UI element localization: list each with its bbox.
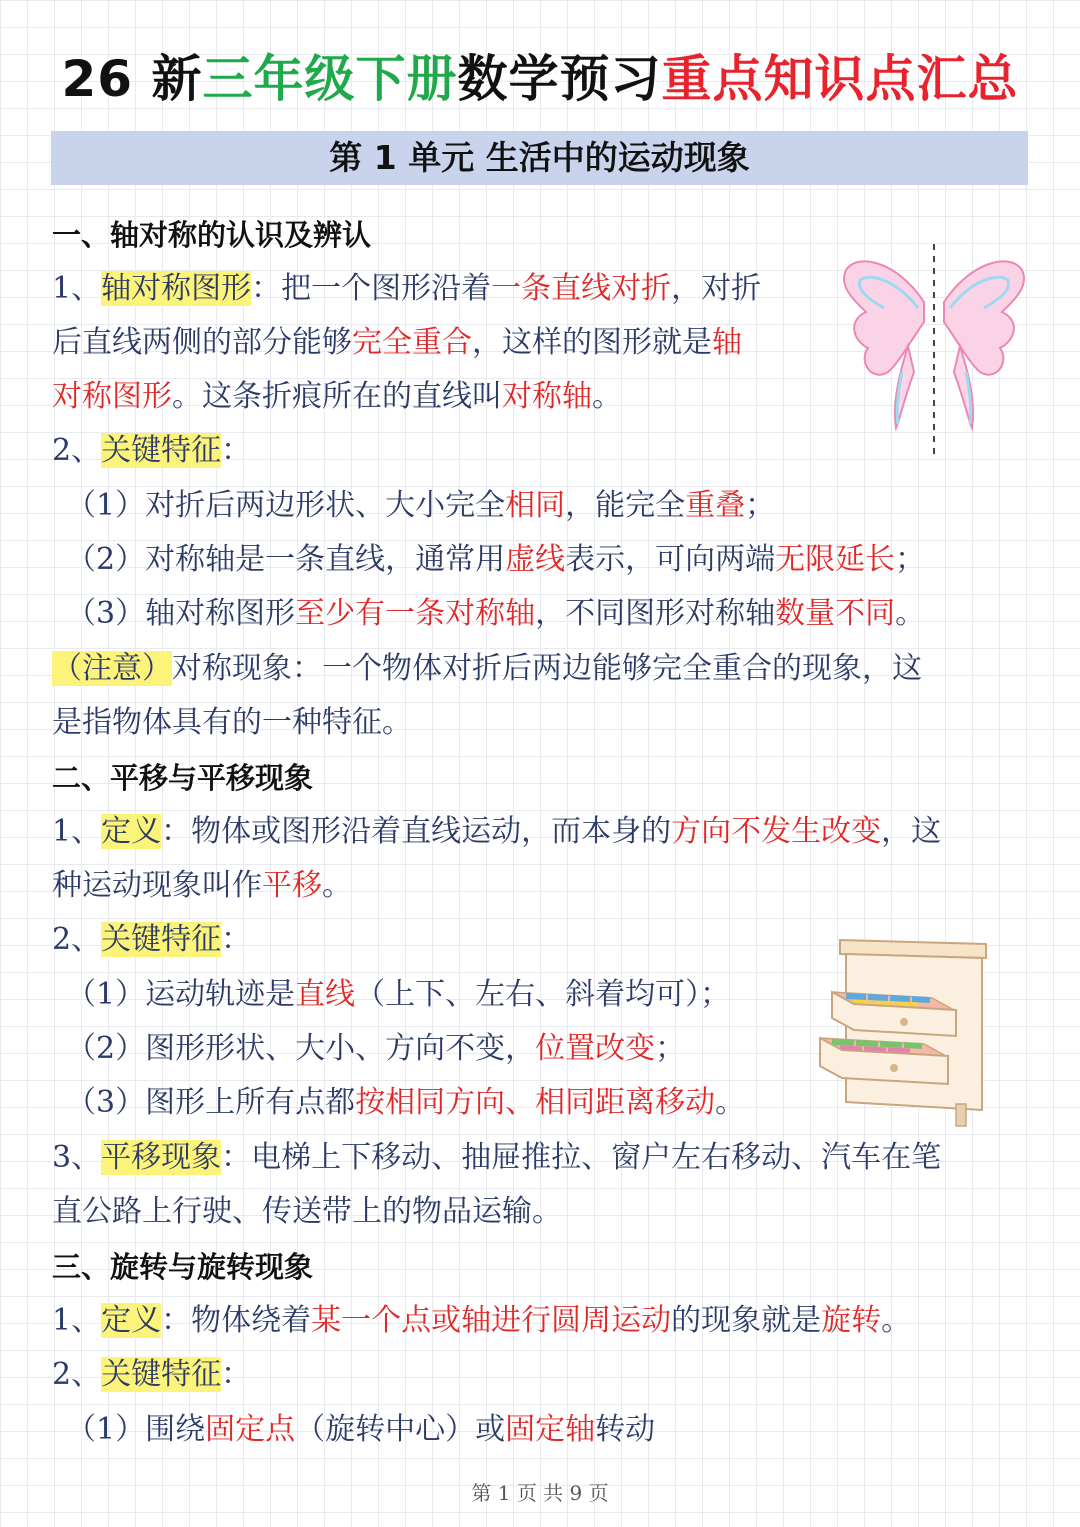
emphasis: 相同	[505, 488, 566, 523]
page-title	[0, 46, 1080, 112]
item-number: 1、	[52, 271, 102, 306]
text: 。	[715, 1085, 746, 1120]
text: （1）围绕	[66, 1412, 206, 1447]
s1-item-1-cont2	[52, 377, 622, 417]
item-number: 2、	[52, 433, 102, 468]
title-number: 26 新	[61, 50, 203, 108]
item-number: 1、	[52, 814, 102, 849]
item-number: 1、	[52, 1303, 102, 1338]
text: ：物体绕着	[161, 1303, 312, 1338]
key-term: 轴对称图形	[101, 271, 252, 306]
s3-feature-1	[66, 1410, 655, 1450]
emphasis: 对称图形	[52, 379, 172, 414]
emphasis: 完全重合	[352, 325, 472, 360]
item-number: 2、	[52, 1357, 102, 1392]
section-2-heading: 二、平移与平移现象	[52, 761, 314, 795]
text: 后直线两侧的部分能够	[52, 325, 352, 360]
emphasis: 直线	[295, 977, 356, 1012]
s2-item-2	[52, 920, 251, 960]
s1-item-2	[52, 431, 251, 471]
emphasis: 虚线	[505, 542, 566, 577]
s2-feature-3	[66, 1083, 745, 1123]
text: ，对折	[671, 271, 762, 306]
text: 。	[322, 868, 352, 903]
text: ：	[221, 922, 252, 957]
s1-feature-3	[66, 594, 925, 634]
emphasis: 无限延长	[775, 542, 896, 577]
text: ，这	[881, 814, 942, 849]
text: ：电梯上下移动、抽屉推拉、窗户左右移动、汽车在笔	[221, 1140, 942, 1175]
s1-note-cont: 是指物体具有的一种特征。	[52, 705, 412, 740]
key-term: 定义	[101, 814, 162, 849]
s3-item-2	[52, 1355, 251, 1395]
page-footer: 第 1 页 共 9 页	[471, 1481, 609, 1505]
s3-item-1	[52, 1301, 911, 1341]
key-term: 关键特征	[101, 1357, 222, 1392]
emphasis: 一条直线对折	[491, 271, 672, 306]
text: 转动	[595, 1412, 656, 1447]
text: ：物体或图形沿着直线运动，而本身的	[161, 814, 672, 849]
text: ：	[221, 433, 252, 468]
key-term: 平移现象	[101, 1140, 222, 1175]
text: （3）图形上所有点都	[66, 1085, 356, 1120]
title-summary: 重点知识点汇总	[661, 50, 1019, 108]
s1-item-1-cont	[52, 323, 742, 363]
title-subject: 数学预习	[457, 50, 662, 108]
s2-item-1	[52, 812, 941, 852]
emphasis: 固定点	[205, 1412, 296, 1447]
text: （3）轴对称图形	[66, 596, 296, 631]
key-term: 定义	[101, 1303, 162, 1338]
text: 种运动现象叫作	[52, 868, 262, 903]
text: ：把一个图形沿着	[251, 271, 492, 306]
section-3-heading: 三、旋转与旋转现象	[52, 1250, 314, 1284]
drawer-cabinet-illustration	[806, 934, 990, 1130]
emphasis: 方向不发生改变	[671, 814, 882, 849]
text: 。	[895, 596, 926, 631]
key-term: 关键特征	[101, 922, 222, 957]
right-wing	[944, 261, 1024, 428]
emphasis: 固定轴	[505, 1412, 596, 1447]
text: （1）对折后两边形状、大小完全	[66, 488, 506, 523]
unit-banner: 第 1 单元 生活中的运动现象	[51, 131, 1028, 185]
s2-item-3	[52, 1138, 941, 1178]
s1-feature-2	[66, 540, 925, 580]
section-1-heading: 一、轴对称的认识及辨认	[52, 218, 372, 252]
s2-feature-2	[66, 1029, 685, 1069]
s2-feature-1	[66, 975, 730, 1015]
note-label: （注意）	[52, 651, 172, 686]
text: （2）对称轴是一条直线，通常用	[66, 542, 506, 577]
item-number: 2、	[52, 922, 102, 957]
text: 。	[592, 379, 622, 414]
emphasis: 某一个点或轴进行圆周运动	[311, 1303, 672, 1338]
left-wing	[844, 261, 924, 428]
text: （2）图形形状、大小、方向不变，	[66, 1031, 536, 1066]
text: ，能完全	[565, 488, 686, 523]
emphasis: 按相同方向、相同距离移动	[355, 1085, 716, 1120]
text: ，这样的图形就是	[472, 325, 712, 360]
text: 。	[881, 1303, 912, 1338]
emphasis: 旋转	[821, 1303, 882, 1338]
emphasis: 数量不同	[775, 596, 896, 631]
emphasis: 对称轴	[502, 379, 592, 414]
text: ，不同图形对称轴	[535, 596, 776, 631]
emphasis: 平移	[262, 868, 322, 903]
emphasis: 轴	[712, 325, 742, 360]
text: （1）运动轨迹是	[66, 977, 296, 1012]
text: 对称现象：一个物体对折后两边能够完全重合的现象，这	[172, 651, 922, 686]
text: ；	[655, 1031, 686, 1066]
s2-item-3-cont: 直公路上行驶、传送带上的物品运输。	[52, 1194, 562, 1229]
s1-feature-1	[66, 486, 775, 526]
text: （旋转中心）或	[295, 1412, 506, 1447]
text: （上下、左右、斜着均可）；	[355, 977, 731, 1012]
item-number: 3、	[52, 1140, 102, 1175]
butterfly-wings-illustration	[838, 242, 1030, 462]
text: ：	[221, 1357, 252, 1392]
key-term: 关键特征	[101, 433, 222, 468]
text: ；	[745, 488, 776, 523]
emphasis: 至少有一条对称轴	[295, 596, 536, 631]
s1-note	[52, 649, 922, 689]
emphasis: 位置改变	[535, 1031, 656, 1066]
text: ；	[895, 542, 926, 577]
text: 。这条折痕所在的直线叫	[172, 379, 502, 414]
s1-item-1	[52, 269, 761, 309]
text: 表示，可向两端	[565, 542, 776, 577]
title-grade: 三年级下册	[202, 50, 458, 108]
text: 的现象就是	[671, 1303, 822, 1338]
s2-item-1-cont	[52, 866, 352, 906]
cabinet-leg	[956, 1104, 966, 1126]
emphasis: 重叠	[685, 488, 746, 523]
